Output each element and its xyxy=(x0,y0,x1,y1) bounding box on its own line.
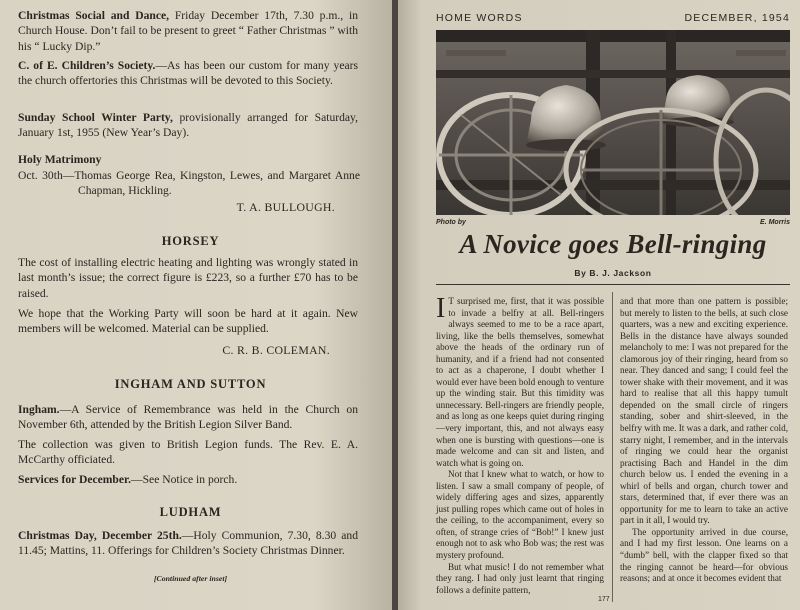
bells-photo-image xyxy=(436,30,790,215)
ludham-christmas-text: —Holy Communion, 7.30, 8.30 and 11.45; Mattins, 11. Offerings for Children’s Society Christmas Dinner. xyxy=(18,529,358,558)
horsey-para-1: The cost of installing electric heating and lighting was wrongly stated in last month’s issue; the correct figure is £223, so a further £70 has to be raised. xyxy=(18,256,358,300)
article-paragraph: The opportunity arrived in due course, and I had my first lesson. One learns on a “dumb” bell, with the clapper fixed so that the ringing cannot be heard—for obvious reasons; and at once it becomes evident that xyxy=(620,526,788,584)
ingham-sutton-heading: INGHAM AND SUTTON xyxy=(114,377,267,391)
christmas-social-notice xyxy=(18,8,358,54)
article-byline: By B. J. Jackson xyxy=(574,268,652,278)
ingham-subheading: Ingham. xyxy=(18,403,60,416)
services-notice xyxy=(18,472,358,487)
drop-cap: I xyxy=(436,293,446,324)
childrens-society-notice xyxy=(18,58,358,89)
bells-photo xyxy=(436,30,790,215)
christmas-social-text: Friday December 17th, 7.30 p.m., in Church House. Don’t fail to be present to greet “ Father Christmas ” with his “ Lucky Dip.” xyxy=(18,9,358,53)
childrens-society-heading: C. of E. Children’s Society. xyxy=(18,59,156,72)
childrens-society-text: —As has been our custom for many years the church offertories this Christmas will be devoted to this Society. xyxy=(18,59,358,88)
ludham-christmas-heading: Christmas Day, December 25th. xyxy=(18,529,182,542)
horsey-heading: HORSEY xyxy=(161,234,220,248)
signature-coleman: C. R. B. COLEMAN. xyxy=(222,343,330,357)
running-head-left: HOME WORDS xyxy=(436,12,523,24)
article-column-1 xyxy=(436,293,604,596)
services-text: —See Notice in porch. xyxy=(131,473,238,486)
right-page xyxy=(398,0,800,610)
running-head-right: DECEMBER, 1954 xyxy=(684,12,790,24)
ingham-para-1-text: —A Service of Remembrance was held in the Church on November 6th, attended by the British Legion Silver Band. xyxy=(18,403,358,432)
ludham-christmas-notice xyxy=(18,528,358,559)
signature-bullough: T. A. BULLOUGH. xyxy=(236,200,335,214)
article-paragraph-text: T surprised me, first, that it was possible to invade a belfry at all. Bell-ringers always seemed to me to be a race apart, living, like the bells themselves, somewhat above the heads of the ordinary run of humanity, and if a friend had not consented to act as a chaperone, I doubt whether I would ever have been bold enough to venture up the winding stair. But this timidity was unnecessary. Bell-ringers are friendly people, and as long as one keeps quiet during ringing—very important, this, and not always easy when one is bursting with questions—one is made welcome and can sit and listen, and watch what is going on. xyxy=(436,296,604,468)
article-title: A Novice goes Bell-ringing xyxy=(459,229,767,259)
ingham-para-2: The collection was given to British Legion funds. The Rev. E. A. McCarthy officiated. xyxy=(18,438,358,467)
winter-party-text: provisionally arranged for Saturday, January 1st, 1955 (New Year’s Day). xyxy=(18,111,358,140)
article-paragraph: But what music! I do not remember what they rang. I had only just learnt that ringing follows a definite pattern, xyxy=(436,561,604,595)
services-heading: Services for December. xyxy=(18,473,131,486)
continued-note: [Continued after inset] xyxy=(153,574,228,583)
title-rule xyxy=(436,284,790,285)
left-page xyxy=(0,0,392,610)
ludham-heading: LUDHAM xyxy=(159,505,222,519)
ingham-para-1 xyxy=(18,402,358,433)
photo-credit-label: Photo by xyxy=(436,219,466,226)
christmas-social-heading: Christmas Social and Dance, xyxy=(18,9,170,22)
horsey-para-2: We hope that the Working Party will soon be hard at it again. New members will be welcomed. Material can be supplied. xyxy=(18,307,358,336)
matrimony-heading: Holy Matrimony xyxy=(18,153,102,166)
winter-party-notice xyxy=(18,110,358,141)
article-paragraph: and that more than one pattern is possible; but merely to listen to the bells, at such close quarters, was a new and exciting experience. Bells in the distance have always sounded melancholy to me: I was not prepared for the clamorous joy of their ringing, heard from so near. They danced and sang; I could feel the tower shake with their movement, and it was hard to realise that all this happy tumult depended on the small circle of ringers standing, sober and shirt-sleeved, in the belfry with me. It was a dark, and rather cold, starry night, I remember, and in the intervals of ringing we could hear the organist practising Bach and Handel in the dim church below us. I ended the evening in a whirl of bells and organ, church tower and stars, determined that, if ever there was an opportunity for me to learn to take an active part in it all, I would try. xyxy=(620,296,788,526)
article-paragraph xyxy=(436,293,604,469)
article-paragraph: Not that I knew what to watch, or how to listen. I saw a small company of people, of widely differing ages and sizes, apparently just pulling ropes which came out of holes in the ceiling, to the accompaniment, every so often, of strange cries of “Bob!” I knew just enough not to ask who Bob was; the rest was mystery profound. xyxy=(436,469,604,561)
photo-credit-name: E. Morris xyxy=(760,219,790,226)
column-rule xyxy=(612,292,613,602)
page-number: 177 xyxy=(598,596,610,603)
article-column-2 xyxy=(620,296,788,585)
matrimony-text: Oct. 30th—Thomas George Rea, Kingston, Lewes, and Margaret Anne Chapman, Hickling. xyxy=(18,169,360,198)
winter-party-heading: Sunday School Winter Party, xyxy=(18,111,173,124)
